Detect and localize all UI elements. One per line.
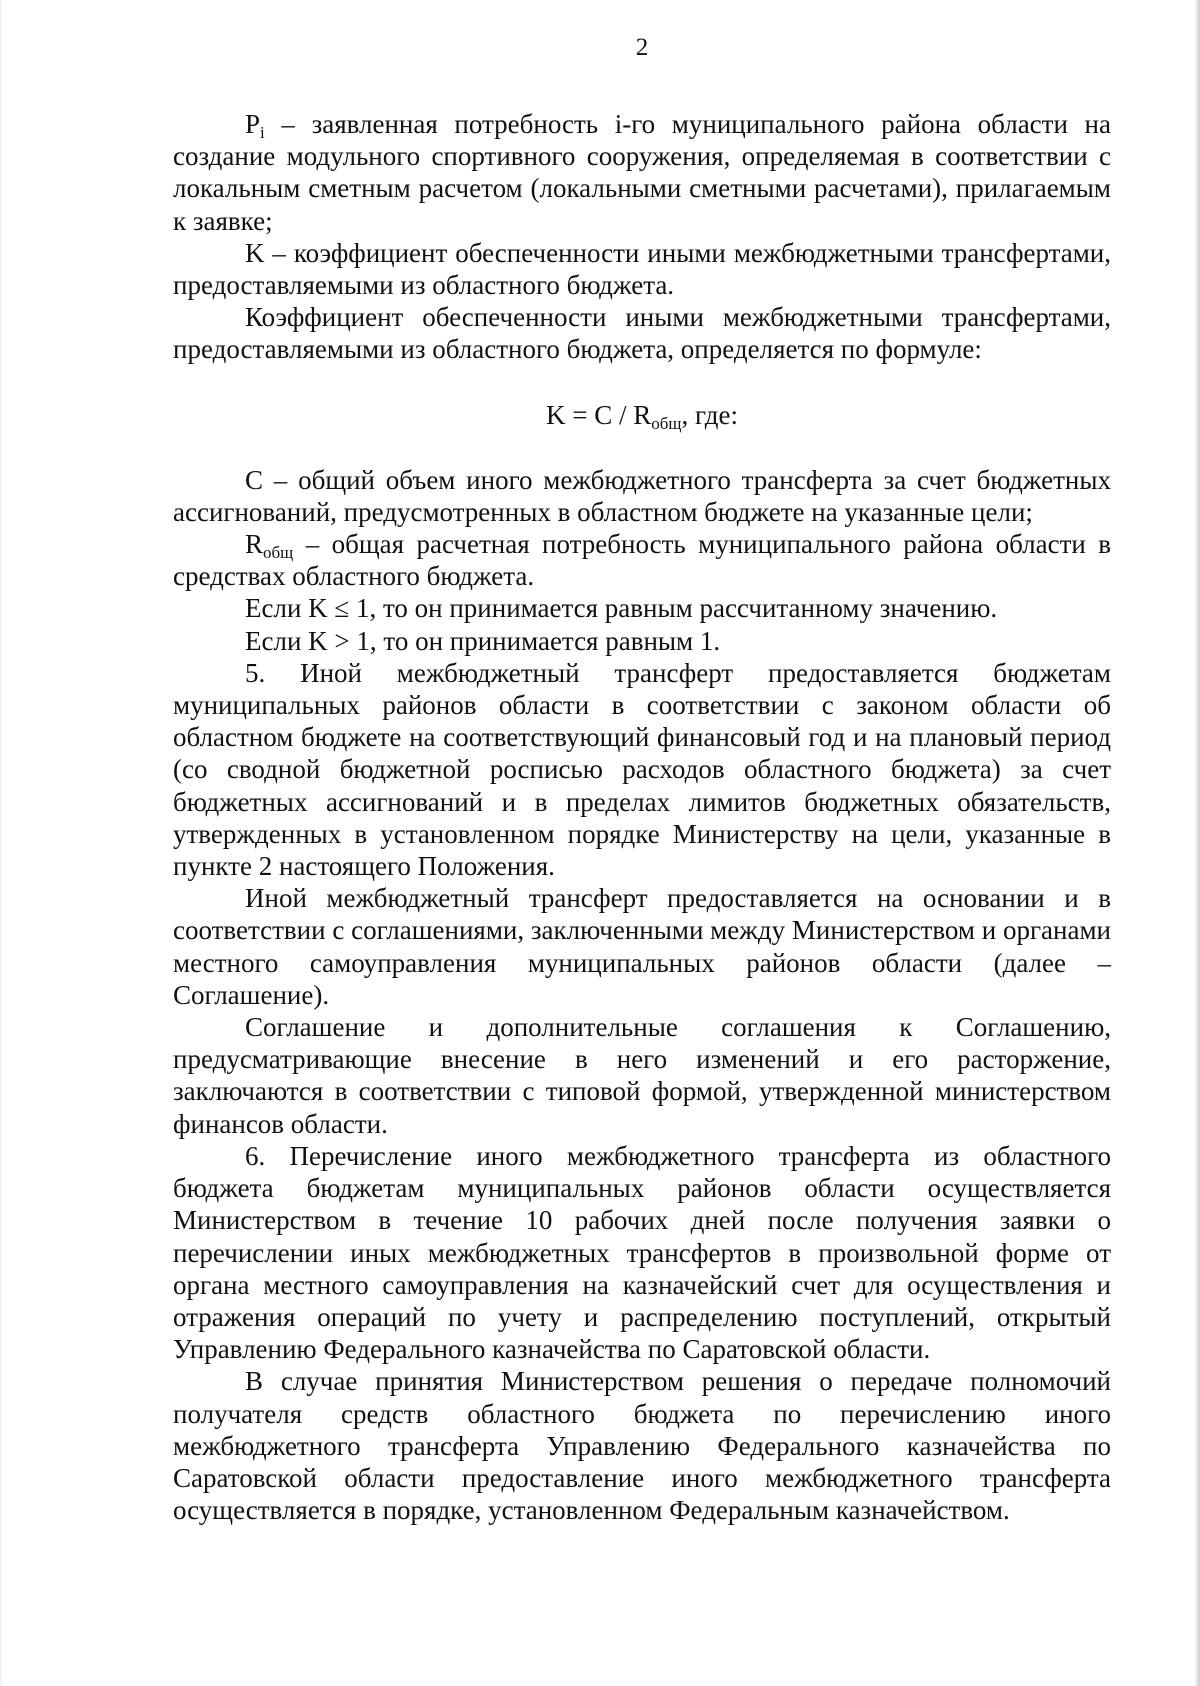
paragraph-item-6: 6. Перечисление иного межбюджетного трансферта из областного бюджета бюджетам муниципальных районов области осуществляется Министерством в течение 10 рабочих дней после получения заявки о перечислении иных межбюджетных трансфертов в произвольной форме от органа местного самоуправления на казначейский счет для осуществления и отражения операций по учету и распределению поступлений, открытый Управлению Федерального казначейства по Саратовской области.: [173, 1140, 1111, 1365]
paragraph-agreement-form: Соглашение и дополнительные соглашения к Соглашению, предусматривающие внесение в него изменений и его расторжение, заключаются в соответствии с типовой формой, утвержденной министерством финансов области.: [173, 1012, 1111, 1139]
pi-symbol: P: [245, 109, 261, 139]
paragraph-r-definition: [173, 528, 1111, 592]
paragraph-treasury-powers: В случае принятия Министерством решения о передаче полномочий получателя средств областного бюджета по перечислению иного межбюджетного трансферта Управлению Федерального казначейства по Саратовской области предоставление иного межбюджетного трансферта осуществляется в порядке, установленном Федеральным казначейством.: [173, 1366, 1111, 1526]
r-symbol: R: [245, 529, 264, 560]
formula: [173, 399, 1111, 431]
paragraph-pi-definition: [173, 108, 1111, 237]
page-number: 2: [635, 34, 649, 61]
paragraph-k-gt-1: Если K > 1, то он принимается равным 1.: [245, 625, 721, 656]
scan-edge-right: [1194, 0, 1200, 1686]
pi-definition-text: – заявленная потребность i-го муниципального района области на создание модульного спортивного сооружения, определяемая в соответствии с локальным сметным расчетом (локальными сметными расчетами), прилагаемым к заявке;: [173, 109, 1111, 236]
paragraph-c-definition: C – общий объем иного межбюджетного трансферта за счет бюджетных ассигнований, предусмотренных в областном бюджете на указанные цели;: [173, 464, 1111, 527]
pi-subscript: i: [260, 123, 265, 142]
r-definition-text: – общая расчетная потребность муниципального района области в средствах областного бюджета.: [173, 529, 1111, 592]
paragraph-k-le-1: Если K ≤ 1, то он принимается равным рассчитанному значению.: [245, 593, 998, 624]
formula-subscript: общ: [651, 413, 682, 433]
document-body: [173, 108, 1111, 1526]
r-subscript: общ: [263, 543, 294, 563]
paragraph-item-5: 5. Иной межбюджетный трансферт предоставляется бюджетам муниципальных районов области в соответствии с законом области об областном бюджете на соответствующий финансовый год и на плановый период (со сводной бюджетной росписью расходов областного бюджета) за счет бюджетных ассигнований и в пределах лимитов бюджетных обязательств, утвержденных в установленном порядке Министерству на цели, указанные в пункте 2 настоящего Положения.: [173, 657, 1111, 882]
paragraph-agreement-basis: Иной межбюджетный трансферт предоставляется на основании и в соответствии с соглашениями, заключенными между Министерством и органами местного самоуправления муниципальных районов области (далее – Соглашение).: [173, 883, 1111, 1010]
formula-lead: K = C / R: [546, 399, 652, 430]
formula-tail: , где:: [681, 399, 738, 430]
paragraph-k-definition: K – коэффициент обеспеченности иными межбюджетными трансфертами, предоставляемыми из областного бюджета.: [173, 237, 1111, 301]
paragraph-formula-intro: Коэффициент обеспеченности иными межбюджетными трансфертами, предоставляемыми из областного бюджета, определяется по формуле:: [173, 302, 1111, 365]
scan-edge-left: [0, 0, 3, 1686]
